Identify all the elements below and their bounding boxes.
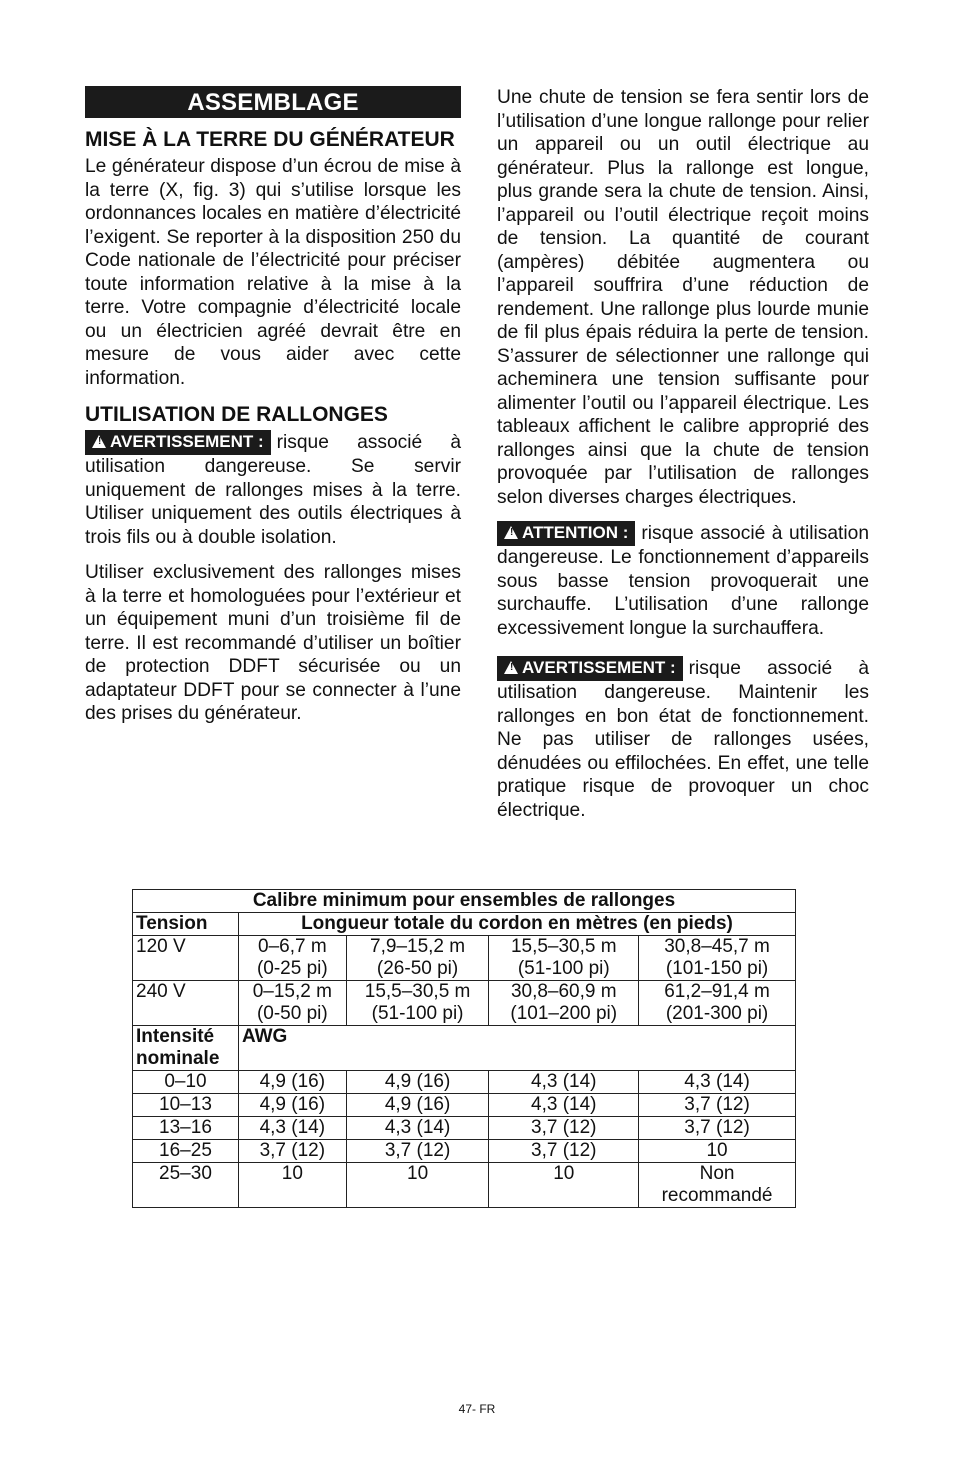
amp-cell: 25–30 <box>133 1163 239 1208</box>
table-awg-header-row <box>133 1026 796 1071</box>
caution-badge <box>497 521 635 546</box>
awg-cell: Non recommandé <box>639 1163 796 1208</box>
table-row-240v <box>133 981 796 1026</box>
awg-cell: 4,3 (14) <box>346 1117 489 1140</box>
awg-cell: 3,7 (12) <box>639 1094 796 1117</box>
voltage-cell: 240 V <box>133 981 239 1026</box>
amp-cell: 16–25 <box>133 1140 239 1163</box>
awg-cell: 4,9 (16) <box>346 1094 489 1117</box>
awg-cell: 4,3 (14) <box>489 1071 639 1094</box>
table-header-row <box>133 913 796 936</box>
tension-header: Tension <box>133 913 239 936</box>
intensity-header: Intensité nominale <box>133 1026 239 1071</box>
heading-extension-cords: UTILISATION DE RALLONGES <box>85 403 388 426</box>
voltage-cell: 120 V <box>133 936 239 981</box>
warning-paragraph-1 <box>85 430 461 549</box>
warning-badge <box>497 656 683 681</box>
table-title: Calibre minimum pour ensembles de rallonges <box>133 890 796 913</box>
table-title-row <box>133 890 796 913</box>
awg-cell: 4,9 (16) <box>346 1071 489 1094</box>
awg-cell: 10 <box>489 1163 639 1208</box>
section-banner: ASSEMBLAGE <box>85 86 461 118</box>
awg-cell: 3,7 (12) <box>489 1117 639 1140</box>
amp-cell: 0–10 <box>133 1071 239 1094</box>
paragraph-grounding: Le générateur dispose d’un écrou de mise à la terre (X, fig. 3) qui s’utilise lorsque les ordonnances locales en matière d’électricité l’exigent. Se reporter à la disposition 250 du Code nationale de l’électricité pour préciser toute information relative à la mise à la terre. Votre compagnie d’électricité locale ou un électricien agréé devrait être en mesure de vous aider avec cette information. <box>85 156 461 389</box>
warning-triangle-icon: ! <box>504 661 518 674</box>
length-cell: 7,9–15,2 m (26-50 pi) <box>346 936 489 981</box>
caution-paragraph <box>497 521 869 640</box>
length-cell: 61,2–91,4 m (201-300 pi) <box>639 981 796 1026</box>
awg-cell: 10 <box>346 1163 489 1208</box>
awg-cell: 4,3 (14) <box>238 1117 346 1140</box>
awg-cell: 10 <box>639 1140 796 1163</box>
length-cell: 30,8–60,9 m (101–200 pi) <box>489 981 639 1026</box>
length-header: Longueur totale du cordon en mètres (en pieds) <box>238 913 795 936</box>
page-number: 47- FR <box>458 1402 496 1416</box>
length-cell: 0–15,2 m (0-50 pi) <box>238 981 346 1026</box>
awg-cell: 4,3 (14) <box>489 1094 639 1117</box>
length-cell: 15,5–30,5 m (51-100 pi) <box>346 981 489 1026</box>
awg-cell: 4,3 (14) <box>639 1071 796 1094</box>
caution-text: risque associé à utilisation dangereuse. Le fonctionnement d’appareils sous basse tension provoquerait une surchauffe. L’utilisation d’une rallonge excessivement longue la surchauffera. <box>497 523 869 639</box>
table-row <box>133 1094 796 1117</box>
awg-cell: 3,7 (12) <box>639 1117 796 1140</box>
heading-grounding: MISE À LA TERRE DU GÉNÉRATEUR <box>85 128 455 151</box>
right-column <box>497 86 869 834</box>
awg-cell: 3,7 (12) <box>238 1140 346 1163</box>
table-row <box>133 1117 796 1140</box>
table-row-120v <box>133 936 796 981</box>
warning-text: risque associé à utilisation dangereuse. Se servir uniquement de rallonges mises à la terre. Utiliser uniquement des outils électriques à trois fils ou à double isolation. <box>85 432 461 548</box>
paragraph-gfci: Utiliser exclusivement des rallonges mises à la terre et homologuées pour l’extérieur et un équipement muni d’un troisième fil de terre. Il est recommandé d’utiliser un boîtier de protection DDFT sécurisée ou un adaptateur DDFT pour se connecter à l’une des prises du générateur. <box>85 562 461 724</box>
length-cell: 15,5–30,5 m (51-100 pi) <box>489 936 639 981</box>
awg-cell: 3,7 (12) <box>489 1140 639 1163</box>
paragraph-voltage-drop: Une chute de tension se fera sentir lors de l’utilisation d’une longue rallonge pour relier un appareil ou un outil électrique au générateur. Plus la rallonge est longue, plus grande sera la chute de tension. Ainsi, l’appareil ou l’outil électrique reçoit moins de tension. La quantité de courant (ampères) débitée augmentera ou l’appareil souffrira d’une réduction de rendement. Une rallonge plus lourde munie de fil plus épais réduira la perte de tension. S’assurer de sélectionner une rallonge qui acheminera une tension suffisante pour alimenter l’outil ou l’appareil électrique. Les tableaux affichent le calibre approprié des rallonges ainsi que la chute de tension provoquée par l’utilisation de rallonges selon diverses charges électriques. <box>497 87 869 508</box>
warning-triangle-icon: ! <box>504 526 518 539</box>
warning-label: AVERTISSEMENT : <box>110 432 264 451</box>
awg-cell: 4,9 (16) <box>238 1071 346 1094</box>
warning-text: risque associé à utilisation dangereuse. Maintenir les rallonges en bon état de fonctionnement. Ne pas utiliser de rallonges usées, dénudées ou effilochées. En effet, une telle pratique risque de provoquer un choc électrique. <box>497 658 869 821</box>
amp-cell: 10–13 <box>133 1094 239 1117</box>
warning-badge <box>85 430 271 455</box>
awg-cell: 10 <box>238 1163 346 1208</box>
gauge-table <box>132 889 796 1208</box>
awg-header: AWG <box>238 1026 795 1071</box>
table-row <box>133 1140 796 1163</box>
length-cell: 0–6,7 m (0-25 pi) <box>238 936 346 981</box>
table-row <box>133 1163 796 1208</box>
left-column <box>85 86 461 738</box>
warning-label: AVERTISSEMENT : <box>522 658 676 677</box>
awg-cell: 3,7 (12) <box>346 1140 489 1163</box>
caution-label: ATTENTION : <box>522 523 629 542</box>
amp-cell: 13–16 <box>133 1117 239 1140</box>
table-row <box>133 1071 796 1094</box>
warning-triangle-icon: ! <box>92 435 106 448</box>
length-cell: 30,8–45,7 m (101-150 pi) <box>639 936 796 981</box>
awg-cell: 4,9 (16) <box>238 1094 346 1117</box>
warning-paragraph-2 <box>497 656 869 822</box>
